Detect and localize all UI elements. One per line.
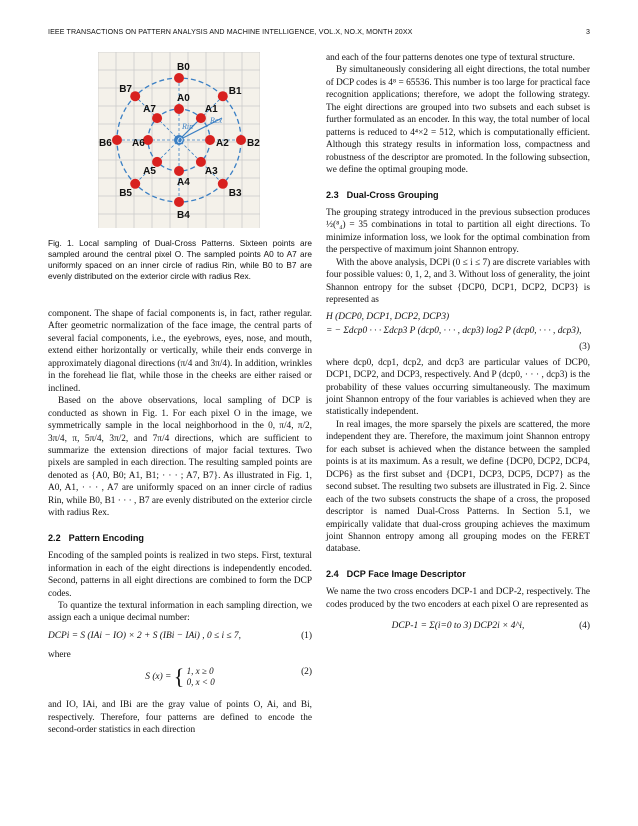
paragraph: where dcp0, dcp1, dcp2, and dcp3 are particular values of DCP0, DCP1, DCP2, and DCP3, respectively. And P (dcp0, · · · , dcp3) is the probability of these values occurring simultaneously. The maximum joint Shannon entropy of the four variables is achieved when they are statistically independent. [326,357,590,418]
paragraph: component. The shape of facial components is, in fact, rather regular. After geometric normalization of the face image, the central parts of several facial components, i.e., the eyebrows, eyes, nose, and mouth, extend either horizontally or vertically, while their ends converge in approximately diagonal directions (π/4 and 3π/4). In addition, wrinkles in the forehead lie flat, while those in the cheeks are either raised or inclined. [48,309,312,394]
sample-point-b3 [218,179,228,189]
section-heading-2-2: 2.2 Pattern Encoding [48,532,144,543]
sample-point-b0 [174,73,184,83]
point-label-b6: B6 [99,138,112,149]
point-label-b5: B5 [119,187,132,199]
equation-4: DCP-1 = Σ(i=0 to 3) DCP2i × 4^i, (4) [391,621,590,632]
right-column [326,52,590,641]
rex-label: Rex [210,116,222,125]
point-label-b3: B3 [228,187,242,199]
section-heading-2-3: 2.3 Dual-Cross Grouping [326,189,439,200]
sample-point-a0 [174,104,184,114]
point-label-a3: A3 [204,165,218,177]
point-label-a5: A5 [143,165,156,177]
figure-1 [48,52,312,232]
sample-point-b6 [112,135,122,145]
dual-cross-sampling-diagram [98,52,260,228]
point-label-b2: B2 [247,138,260,149]
point-label-a6: A6 [132,138,145,149]
paragraph: To quantize the textural information in each sampling direction, we assign each a unique decimal number: [48,600,312,624]
sample-point-a4 [174,166,184,176]
left-column [48,52,312,737]
equation-1: DCPi = S (IAi − IO) × 2 + S (IBi − IAi) , 0 ≤ i ≤ 7, (1) [48,630,312,641]
figure-caption: Fig. 1. Local sampling of Dual-Cross Patterns. Sixteen points are sampled around the central pixel O. The sampled points A0 to A7 are uniformly spaced on an inner circle of radius Rin, while B0 to B7 are evenly distributed on the exterior circle with radius Rex. [48,238,312,281]
page-number: 3 [585,28,590,36]
sample-point-b1 [218,91,228,101]
journal-title: IEEE TRANSACTIONS ON PATTERN ANALYSIS AND MACHINE INTELLIGENCE, VOL.X, NO.X, MONTH 20XX [48,28,413,36]
point-label-b0: B0 [177,62,190,73]
point-label-a4: A4 [177,177,190,188]
sample-point-b2 [236,135,246,145]
point-label-b7: B7 [119,84,132,96]
center-label: O [177,136,183,145]
rin-label: Rin [182,122,194,131]
point-label-a2: A2 [216,138,229,149]
paragraph: In real images, the more sparsely the pixels are scattered, the more independent they are. Therefore, the maximum joint Shannon entropy for each subset is achieved when the distance between the sampled points is at its maximum. As a result, we define {DCP0, DCP2, DCP4, DCP6} as the first subset and {DCP1, DCP3, DCP5, DCP7} as the second subset. The resulting two subsets are illustrated in Fig. 2. Since each of the two subsets constructs the shape of a cross, the proposed descriptor is named Dual-Cross Patterns. In Section 5.1, we empirically validate that dual-cross grouping achieves the maximum joint Shannon entropy among all grouping modes on the FERET database. [326,419,590,555]
point-label-b1: B1 [228,86,242,98]
paragraph: and IO, IAi, and IBi are the gray value of points O, Ai, and Bi, respectively. Therefore, four patterns are defined to encode the second-order statistics in each direction [48,700,312,736]
where-label: where [48,649,71,660]
sample-point-b4 [174,197,184,207]
paragraph: Based on the above observations, local sampling of DCP is conducted as shown in Fig. 1. For each pixel O in the image, we symmetrically sample in the local neighborhood in the 0, π/4, π/2, 3π/4, π, 5π/4, 3π/2, and 7π/4 directions, which are sufficient to summarize the extension directions of major facial textures. Two pixels are sampled in each direction. The resulting sampled points are denoted as {A0, B0; A1, B1; · · · ; A7, B7}. As illustrated in Fig. 1, A0, A1, · · · , A7 are uniformly spaced on an inner circle of radius Rin, while B0, B1 · · · , B7 are evenly distributed on the exterior circle with radius Rex. [48,396,312,519]
point-label-a0: A0 [177,93,190,104]
point-label-a1: A1 [204,104,218,116]
equation-2: S (x) = { 1, x ≥ 0 0, x < 0 (2) [145,664,312,690]
paragraph: We name the two cross encoders DCP-1 and DCP-2, respectively. The codes produced by the two encoders at each pixel O are represented as [326,587,590,610]
equation-3: H (DCP0, DCP1, DCP2, DCP3) = − Σdcp0 · · · Σdcp3 P (dcp0, · · · , dcp3) log2 P (dcp0, · · · , dcp3), (3) [326,311,590,352]
sample-point-a2 [205,135,215,145]
paragraph: Encoding of the sampled points is realized in two steps. First, textural information in each of the eight directions is independently encoded. Second, patterns in all eight directions are combined to form the DCP codes. [48,551,312,599]
section-heading-2-4: 2.4 DCP Face Image Descriptor [326,568,466,579]
paragraph: The grouping strategy introduced in the previous subsection produces ½(⁸₄) = 35 combinations in total to partition all eight directions. To minimize information loss, we look for the optimal combination from the perspective of maximum joint Shannon entropy. [326,207,590,256]
running-header [48,28,590,40]
paragraph: and each of the four patterns denotes one type of textural structure. [326,53,575,63]
point-label-a7: A7 [143,104,156,116]
paragraph: By simultaneously considering all eight directions, the total number of DCP codes is 4⁸ = 65536. This number is too large for practical face recognition applications; therefore, we adopt the following strategy. The eight directions are grouped into two subsets and each subset is further formulated as an encoder. In this way, the total number of local patterns is reduced to 4⁴×2 = 512, which is computationally efficient. Although this strategy results in information loss, compactness and robustness of the descriptor are promoted. In the following subsection, we define the optimal grouping mode. [326,65,590,176]
paragraph: With the above analysis, DCPi (0 ≤ i ≤ 7) are discrete variables with four possible values: 0, 1, 2, and 3. Without loss of generality, the joint Shannon entropy for the subset {DCP0, DCP1, DCP2, DCP3} is represented as [326,257,590,306]
point-label-b4: B4 [177,210,190,221]
